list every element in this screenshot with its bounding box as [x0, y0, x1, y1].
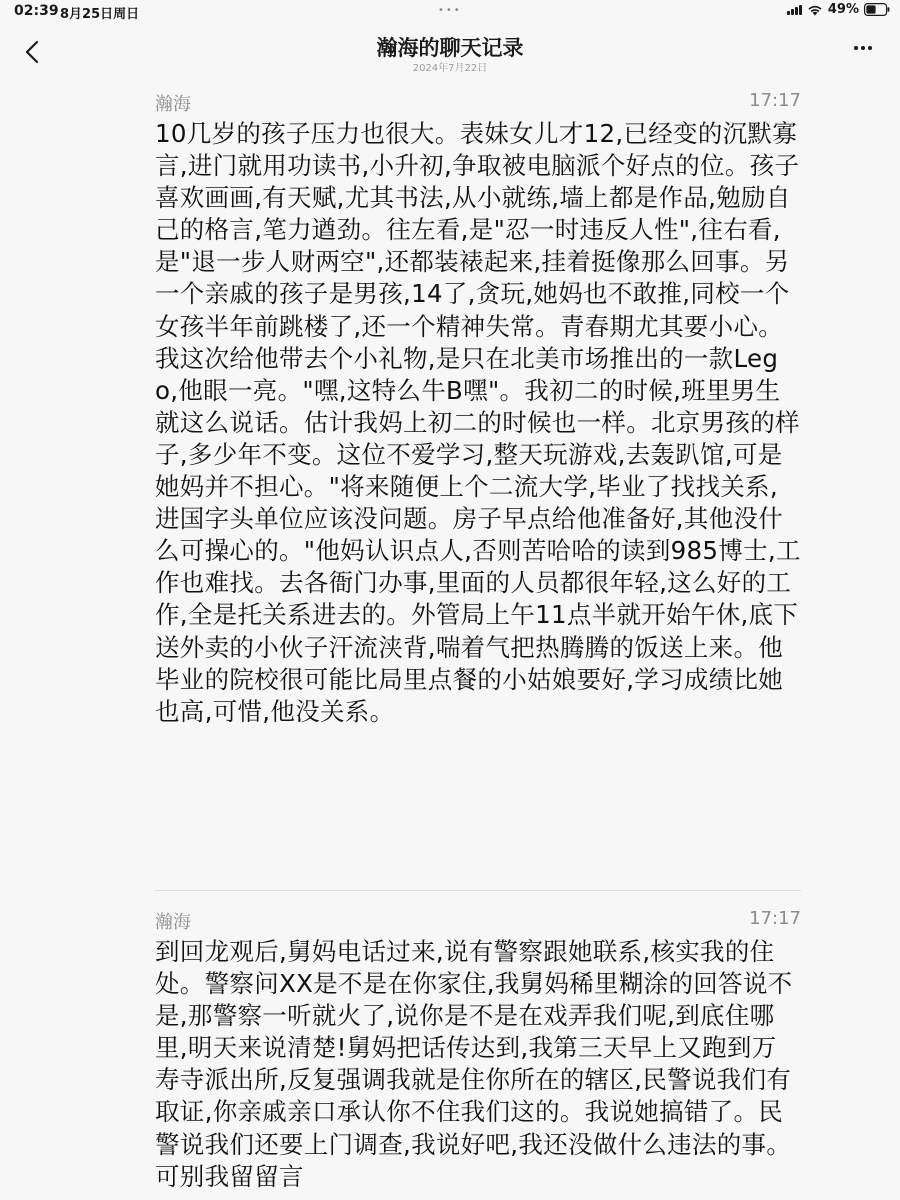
page-subtitle-date: 2024年7月22日 [412, 63, 488, 74]
status-bar [0, 0, 900, 24]
multitasking-dots-icon[interactable]: ••• [438, 5, 462, 16]
message-time: 17:17 [749, 908, 801, 929]
status-date: 8月25日周日 [60, 7, 140, 22]
message-text: 到回龙观后,舅妈电话过来,说有警察跟她联系,核实我的住处。警察问XX是不是在你家住,我舅妈稀里糊涂的回答说不是,那警察一听就火了,说你是不是在戏弄我们呢,到底住哪里,明天来说清楚!舅妈把话传达到,我第三天早上又跑到万寿寺派出所,反复强调我就是住你所在的辖区,民警说我们有取证,你亲戚亲口承认你不住我们这的。我说她搞错了。民警说我们还要上门调查,我说好吧,我还没做什么违法的事。可别我留留言 [155, 937, 793, 1191]
status-time: 02:39 [14, 3, 59, 19]
message-sender: 瀚海 [155, 94, 191, 115]
message-header [155, 90, 801, 116]
status-indicators [787, 2, 890, 17]
nav-bar [0, 24, 900, 86]
chat-message[interactable] [155, 90, 801, 728]
message-header [155, 908, 801, 934]
page-title: 瀚海的聊天记录 [376, 36, 524, 60]
more-options-button[interactable] [854, 46, 872, 50]
wifi-icon [807, 4, 823, 16]
message-divider [155, 890, 801, 891]
message-time: 17:17 [749, 90, 801, 111]
battery-icon [864, 3, 890, 16]
chat-message[interactable] [155, 908, 801, 1193]
more-dot-icon [868, 46, 872, 50]
signal-icon [787, 4, 802, 15]
battery-percent: 49% [827, 2, 859, 17]
more-dot-icon [854, 46, 858, 50]
message-text: 10几岁的孩子压力也很大。表妹女儿才12,已经变的沉默寡言,进门就用功读书,小升初,争取被电脑派个好点的位。孩子喜欢画画,有天赋,尤其书法,从小就练,墙上都是作品,勉励自己的格言,笔力遒劲。往左看,是"忍一时违反人性",往右看,是"退一步人财两空",还都装裱起来,挂着挺像那么回事。另一个亲戚的孩子是男孩,14了,贪玩,她妈也不敢推,同校一个女孩半年前跳楼了,还一个精神失常。青春期尤其要小心。我这次给他带去个小礼物,是只在北美市场推出的一款Lego,他眼一亮。"嘿,这特么牛B嘿"。我初二的时候,班里男生就这么说话。估计我妈上初二的时候也一样。北京男孩的样子,多少年不变。这位不爱学习,整天玩游戏,去轰趴馆,可是她妈并不担心。"将来随便上个二流大学,毕业了找找关系,进国字头单位应该没问题。房子早点给他准备好,其他没什么可操心的。"他妈认识点人,否则苦哈哈的读到985博士,工作也难找。去各衙门办事,里面的人员都很年轻,这么好的工作,全是托关系进去的。外管局上午11点半就开始午休,底下送外卖的小伙子汗流浃背,喘着气把热腾腾的饭送上来。他毕业的院校很可能比局里点餐的小姑娘要好,学习成绩比她也高,可惜,他没关系。 [155, 119, 801, 726]
message-sender: 瀚海 [155, 912, 191, 933]
more-dot-icon [861, 46, 865, 50]
